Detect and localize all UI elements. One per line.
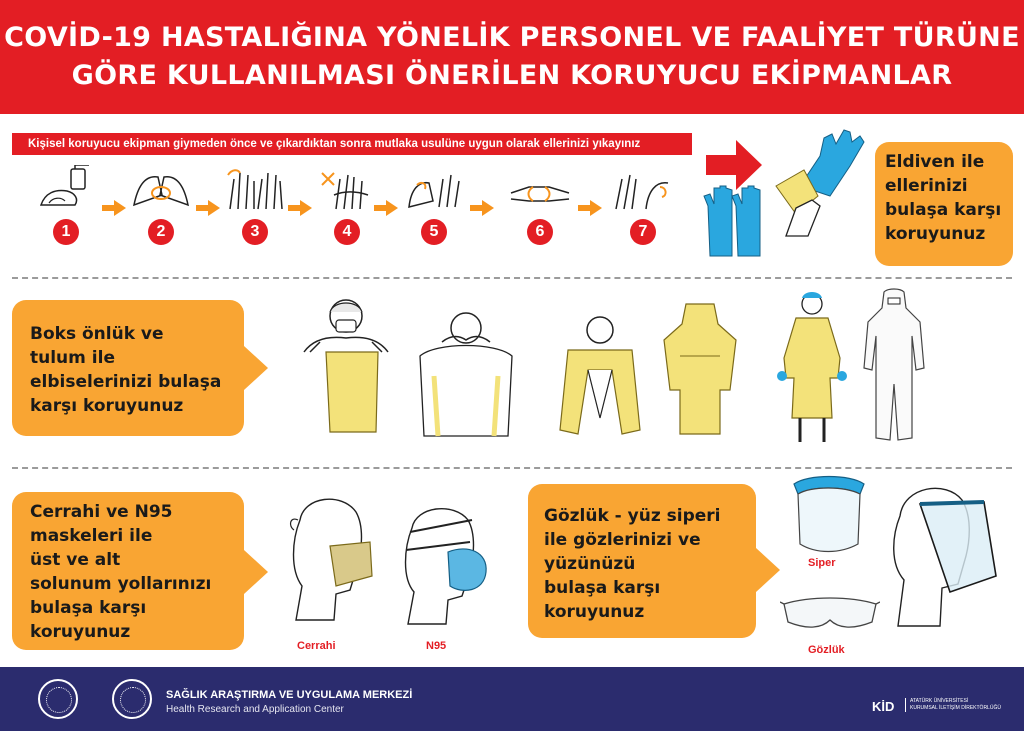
palm-rub-icon bbox=[130, 165, 192, 215]
gozluk-caption: Gözlük bbox=[808, 644, 845, 656]
callout-line: yüzünüzü bbox=[544, 554, 636, 574]
gown-back-illustration bbox=[412, 306, 520, 442]
step-number: 4 bbox=[334, 219, 360, 245]
step-number: 6 bbox=[527, 219, 553, 245]
surgical-mask-illustration bbox=[280, 490, 376, 628]
gown-full-illustration bbox=[658, 294, 742, 440]
eye-protection-callout bbox=[528, 484, 756, 638]
ministry-seal-icon bbox=[38, 679, 78, 719]
callout-line: solunum yollarınızı bbox=[30, 574, 212, 594]
university-seal-icon bbox=[112, 679, 152, 719]
step-arrow bbox=[114, 200, 126, 216]
step-arrow bbox=[482, 200, 494, 216]
face-shield-person-illustration bbox=[880, 476, 1004, 636]
step-number: 5 bbox=[421, 219, 447, 245]
handwash-step-6 bbox=[509, 165, 571, 247]
handwash-step-1 bbox=[35, 165, 97, 247]
coverall-illustration bbox=[862, 288, 926, 448]
kid-subtitle-line: ATATÜRK ÜNİVERSİTESİ bbox=[910, 698, 969, 704]
callout-line: bulaşa karşı bbox=[544, 578, 661, 598]
center-name: SAĞLIK ARAŞTIRMA VE UYGULAMA MERKEZİ bbox=[166, 689, 413, 701]
callout-pointer bbox=[244, 346, 268, 390]
callout-line: maskeleri ile bbox=[30, 526, 153, 546]
callout-line: koruyunuz bbox=[544, 602, 645, 622]
step-number: 3 bbox=[242, 219, 268, 245]
callout-line: elbiselerinizi bulaşa bbox=[30, 372, 222, 392]
title-line-1: COVİD-19 HASTALIĞINA YÖNELİK PERSONEL VE FAALİYET TÜRÜNE bbox=[4, 22, 1020, 53]
fingertip-rub-icon bbox=[509, 165, 571, 215]
cerrahi-caption: Cerrahi bbox=[297, 640, 336, 652]
step-arrow bbox=[208, 200, 220, 216]
handwash-step-3 bbox=[224, 165, 286, 247]
face-shield-illustration bbox=[788, 474, 870, 554]
n95-mask-illustration bbox=[392, 500, 492, 626]
handwash-step-5 bbox=[403, 165, 465, 247]
siper-caption: Siper bbox=[808, 557, 836, 569]
handwash-step-7 bbox=[612, 165, 674, 247]
center-name-english: Health Research and Application Center bbox=[166, 704, 344, 715]
masks-callout bbox=[12, 492, 244, 650]
soap-dispense-icon bbox=[35, 165, 97, 215]
step-arrow bbox=[386, 200, 398, 216]
kid-subtitle bbox=[905, 698, 1001, 712]
title-line-2: GÖRE KULLANILMASI ÖNERİLEN KORUYUCU EKİPMANLAR bbox=[71, 60, 953, 91]
handwash-step-2 bbox=[130, 165, 192, 247]
callout-line: üst ve alt bbox=[30, 550, 121, 570]
interlaced-fingers-icon bbox=[316, 165, 378, 215]
callout-line: bulaşa karşı bbox=[885, 200, 1002, 220]
callout-line: koruyunuz bbox=[30, 622, 131, 642]
kid-logo: KİD bbox=[872, 699, 895, 714]
callout-line: ile gözlerinizi ve bbox=[544, 530, 701, 550]
section-divider bbox=[12, 277, 1012, 279]
step-arrow bbox=[300, 200, 312, 216]
n95-caption: N95 bbox=[426, 640, 447, 652]
step-number: 7 bbox=[630, 219, 656, 245]
callout-pointer bbox=[756, 548, 780, 592]
footer-bar bbox=[0, 667, 1024, 731]
gown-callout bbox=[12, 300, 244, 436]
wrist-rub-icon bbox=[612, 165, 674, 215]
callout-line: Gözlük - yüz siperi bbox=[544, 506, 721, 526]
gloves-illustration bbox=[700, 126, 870, 266]
callout-line: karşı koruyunuz bbox=[30, 396, 184, 416]
callout-line: Eldiven ile bbox=[885, 152, 985, 172]
handwash-notice: Kişisel koruyucu ekipman giymeden önce ve çıkardıktan sonra mutlaka usulüne uygun olarak ellerinizi yıkayınız bbox=[12, 133, 692, 155]
step-arrow bbox=[590, 200, 602, 216]
step-number: 2 bbox=[148, 219, 174, 245]
gown-tie-illustration bbox=[548, 310, 652, 442]
gown-front-illustration bbox=[290, 292, 400, 442]
kid-subtitle-line: KURUMSAL İLETİŞİM DİREKTÖRLÜĞÜ bbox=[910, 705, 1001, 711]
gown-person-illustration bbox=[770, 288, 854, 448]
section-divider bbox=[12, 467, 1012, 469]
callout-line: bulaşa karşı bbox=[30, 598, 147, 618]
back-of-hand-icon bbox=[224, 165, 286, 215]
callout-pointer bbox=[244, 550, 268, 594]
safety-goggles-illustration bbox=[780, 592, 880, 636]
callout-line: Cerrahi ve N95 bbox=[30, 502, 173, 522]
thumb-rub-icon bbox=[403, 165, 465, 215]
gloves-callout bbox=[875, 142, 1013, 266]
poster-header bbox=[0, 0, 1024, 114]
callout-line: tulum ile bbox=[30, 348, 115, 368]
step-number: 1 bbox=[53, 219, 79, 245]
callout-line: ellerinizi bbox=[885, 176, 968, 196]
callout-line: koruyunuz bbox=[885, 224, 986, 244]
handwash-step-4 bbox=[316, 165, 378, 247]
callout-line: Boks önlük ve bbox=[30, 324, 164, 344]
